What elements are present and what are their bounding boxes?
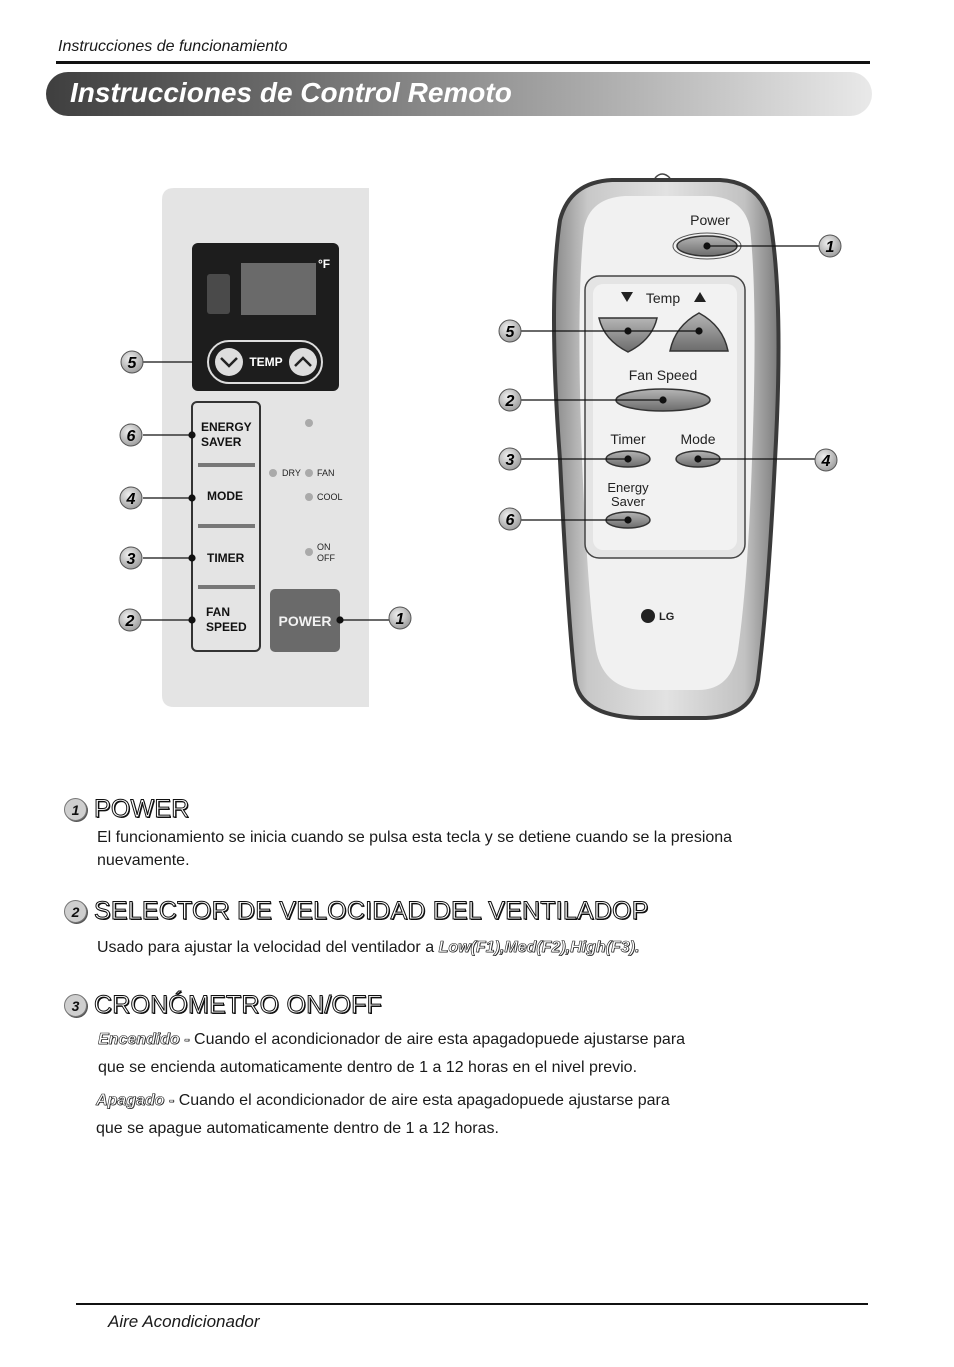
dry-label: DRY <box>282 468 301 478</box>
timer-on-text-1: Cuando el acondicionador de aire esta apagadopuede ajustarse para <box>194 1031 686 1048</box>
remote-temp-label: Temp <box>645 290 681 306</box>
mode-label[interactable]: MODE <box>207 489 243 503</box>
timer-on-text-2: que se encienda automaticamente dentro de 1 a 12 horas en el nivel previo. <box>98 1059 638 1076</box>
timer-off-label: Apagado <box>96 1092 165 1109</box>
lg-logo-icon <box>641 609 655 623</box>
section-timer-off-text <box>96 1087 856 1143</box>
remote-power-label: Power <box>690 212 730 228</box>
title-bar <box>46 72 872 116</box>
panel-callout-4: 4 <box>126 491 136 508</box>
energy-saver-label-2[interactable]: SAVER <box>201 435 242 449</box>
section-title: POWER <box>94 795 190 823</box>
panel-power-label: POWER <box>278 613 332 629</box>
temp-up-button[interactable] <box>289 348 317 376</box>
section-title: SELECTOR DE VELOCIDAD DEL VENTILADOP <box>94 897 649 925</box>
section-timer-heading <box>64 991 382 1020</box>
temp-down-button[interactable] <box>215 348 243 376</box>
on-label: ON <box>317 542 331 552</box>
remote-timer-label: Timer <box>610 431 646 447</box>
header-rule <box>56 61 870 64</box>
page-title: Instrucciones de Control Remoto <box>70 77 512 108</box>
remote-callout-4: 4 <box>821 453 831 470</box>
temp-label: TEMP <box>249 355 283 369</box>
remote-control <box>499 174 841 718</box>
timer-label[interactable]: TIMER <box>207 551 245 565</box>
remote-energy-label-1: Energy <box>607 480 649 495</box>
panel-callout-6: 6 <box>126 428 136 445</box>
timer-off-text-2: que se apague automaticamente dentro de 1 a 12 horas. <box>96 1120 499 1137</box>
remote-callout-6: 6 <box>505 512 515 529</box>
energy-saver-indicator <box>305 419 313 427</box>
panel-callout-1: 1 <box>395 611 405 628</box>
separator: - <box>184 1031 190 1048</box>
section-power-heading <box>64 795 189 824</box>
section-number-badge: 3 <box>64 994 87 1017</box>
footer-label: Aire Acondicionador <box>108 1312 260 1331</box>
section-power-text: El funcionamiento se inicia cuando se pulsa esta tecla y se detiene cuando se la presiona nuevamente. <box>97 829 733 869</box>
energy-saver-label-1[interactable]: ENERGY <box>201 420 252 434</box>
timer-indicator <box>305 548 313 556</box>
section-fan-speed-heading <box>64 897 649 926</box>
timer-on-label: Encendido <box>98 1031 180 1048</box>
dry-indicator <box>269 469 277 477</box>
section-fan-speed-text <box>97 936 857 959</box>
fan-speed-label-1[interactable]: FAN <box>206 605 230 619</box>
header-section-label: Instrucciones de funcionamiento <box>58 38 288 55</box>
display-digits <box>241 263 316 315</box>
control-panel <box>119 188 411 707</box>
unit-label: °F <box>318 257 331 271</box>
section-timer-on-text <box>98 1026 858 1082</box>
divider <box>198 524 255 528</box>
cool-label: COOL <box>317 492 343 502</box>
control-figures <box>0 150 954 750</box>
remote-callout-2: 2 <box>505 393 515 410</box>
cool-indicator <box>305 493 313 501</box>
remote-callout-3: 3 <box>505 452 515 469</box>
remote-fan-speed-label: Fan Speed <box>628 367 698 383</box>
panel-callout-5: 5 <box>127 355 137 372</box>
fan-label: FAN <box>317 468 335 478</box>
divider <box>198 463 255 467</box>
remote-mode-label: Mode <box>680 431 716 447</box>
display-small-digit <box>207 274 230 314</box>
remote-energy-label-2: Saver <box>611 494 645 509</box>
fan-speed-levels: Low(F1),Med(F2),High(F3). <box>438 939 640 956</box>
fan-indicator <box>305 469 313 477</box>
footer-rule <box>76 1303 868 1305</box>
remote-callout-1: 1 <box>825 239 835 256</box>
panel-callout-2: 2 <box>125 613 135 630</box>
panel-callout-3: 3 <box>126 551 136 568</box>
section-title: CRONÓMETRO ON/OFF <box>94 991 383 1019</box>
off-label: OFF <box>317 553 335 563</box>
divider <box>198 585 255 589</box>
section-number-badge: 2 <box>64 900 87 923</box>
section-number-badge: 1 <box>64 798 87 821</box>
brand-label: LG <box>659 611 675 623</box>
remote-callout-5: 5 <box>505 324 515 341</box>
separator: - <box>168 1092 175 1109</box>
fan-speed-label-2[interactable]: SPEED <box>206 620 247 634</box>
timer-off-text-1: Cuando el acondicionador de aire esta apagadopuede ajustarse para <box>178 1092 670 1109</box>
fan-speed-description: Usado para ajustar la velocidad del ventilador a <box>97 939 435 956</box>
